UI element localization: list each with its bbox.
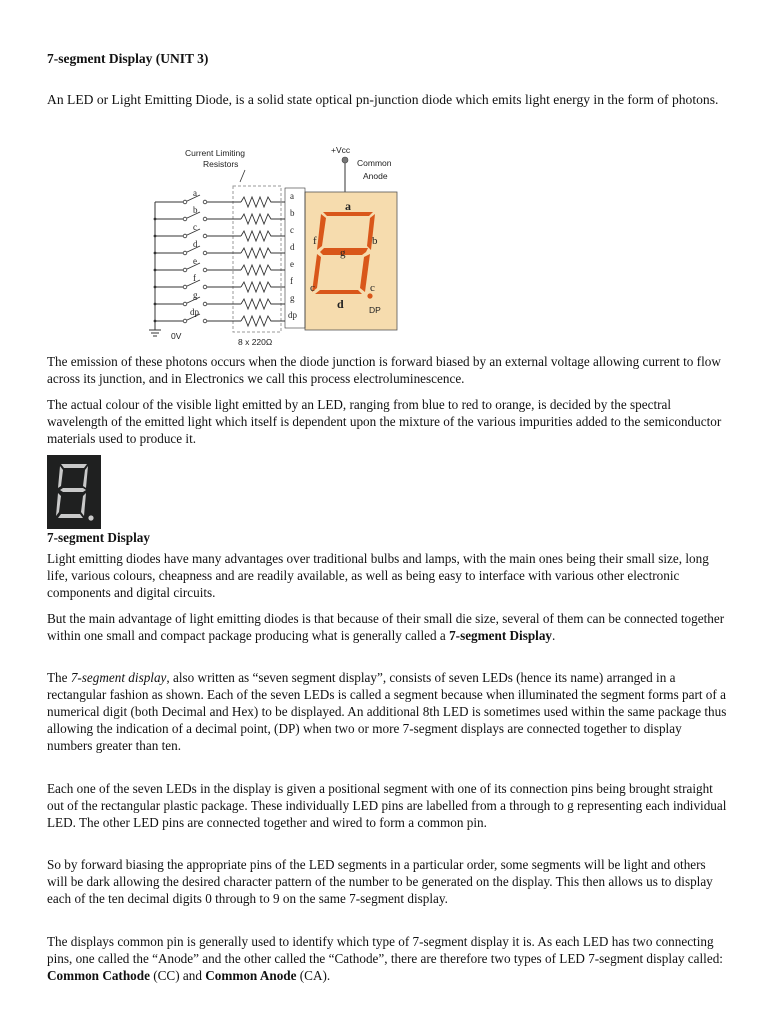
- seven-segment-rest: , also written as “seven segment display”, consists of seven LEDs (hence its name) arranged in a rectangular fashion as shown. Each of the seven LEDs is called a segment because when illuminated the segment forms part of a numerical digit (both Decimal and Hex) to be displayed. An additional 8th LED is sometimes used within the same package thus allowing the indication of a decimal point, (DP) when two or more 7-segment displays are connected together to display numbers greater than ten.: [47, 670, 727, 753]
- pin-label-b: b: [290, 208, 295, 218]
- seven-segment-display-icon: [47, 455, 101, 529]
- forward-bias-paragraph: So by forward biasing the appropriate pins of the LED segments in a particular order, some segments will be light and others will be dark allowing the desired character pattern of the number to be generated on the display. This then allows us to display each of the ten decimal digits 0 through to 9 on the same 7-segment display.: [47, 857, 713, 906]
- seg-c-left-label: c: [310, 282, 315, 294]
- switch-label-c: c: [193, 222, 197, 232]
- pin-label-a: a: [290, 191, 294, 201]
- vcc-label: +Vcc: [331, 145, 351, 155]
- section-heading: 7-segment Display: [47, 530, 150, 545]
- channel-wiring: [155, 195, 285, 326]
- pin-label-box: [285, 188, 305, 328]
- seg-g-label: g: [340, 247, 346, 259]
- switch-label-b: b: [193, 205, 198, 215]
- emission-paragraph: The emission of these photons occurs when the diode junction is forward biased by an external voltage allowing current to flow across its junction, and in Electronics we call this process electroluminescence.: [47, 354, 721, 386]
- common-pin-start: The displays common pin is generally used to identify which type of 7-segment display it is. As each LED has two connecting pins, one called the “Anode” and the other called the “Cathode”, there are therefore two types of LED 7-segment display called:: [47, 934, 723, 966]
- common-cathode-abbr: (CC) and: [149, 968, 206, 983]
- seven-segment-paragraph: [47, 669, 727, 754]
- pin-label-d: d: [290, 242, 295, 252]
- switch-label-e: e: [193, 256, 197, 266]
- main-advantage-text: But the main advantage of light emitting diodes is that because of their small die size, several of them can be connected together within one small and compact package producing what is generally called a: [47, 611, 725, 643]
- intro-paragraph: An LED or Light Emitting Diode, is a solid state optical pn-junction diode which emits light energy in the form of photons.: [47, 92, 719, 107]
- seg-a-label: a: [345, 199, 351, 213]
- seg-d-label: d: [337, 297, 344, 311]
- page-title: 7-segment Display (UNIT 3): [47, 51, 209, 66]
- switch-label-g: g: [193, 290, 198, 300]
- common-anode-label-line1: Common: [357, 158, 392, 168]
- common-anode-abbr: (CA).: [296, 968, 331, 983]
- common-anode-bold: Common Anode: [205, 968, 297, 983]
- colour-paragraph: The actual colour of the visible light emitted by an LED, ranging from blue to red to orange, is decided by the spectral wavelength of the emitted light which itself is dependent upon the mixture of the various impurities added to the semiconductor materials used to produce it.: [47, 397, 722, 446]
- switch-label-f: f: [193, 273, 196, 283]
- resistor-label-line1: Current Limiting: [185, 148, 245, 158]
- resistor-value-label: 8 x 220Ω: [238, 337, 273, 347]
- seg-f-label: f: [313, 235, 317, 247]
- common-anode-label-line2: Anode: [363, 171, 388, 181]
- pin-label-c: c: [290, 225, 294, 235]
- main-advantage-end: .: [552, 628, 556, 643]
- vcc-node-icon: [342, 157, 348, 163]
- pin-label-g: g: [290, 293, 295, 303]
- resistor-label-line2: Resistors: [203, 159, 239, 169]
- common-pin-paragraph: [47, 933, 727, 984]
- each-led-paragraph: Each one of the seven LEDs in the display is given a positional segment with one of its connection pins being brought straight out of the rectangular plastic package. These individually LED pins are labelled from a through to g representing each individual LED. The other LED pins are connected together and wired to form a common pin.: [47, 781, 727, 830]
- pin-label-e: e: [290, 259, 294, 269]
- seven-segment-start: The: [47, 670, 71, 685]
- ground-label: 0V: [171, 331, 182, 341]
- seven-segment-italic: 7-segment display: [70, 670, 167, 685]
- seven-segment-circuit-diagram: [145, 140, 415, 350]
- main-advantage-paragraph: [47, 610, 727, 644]
- advantages-paragraph: Light emitting diodes have many advantages over traditional bulbs and lamps, with the main ones being their small size, long life, various colours, cheapness and are readily available, as well as being easy to interface with various other electronic components and digital circuits.: [47, 551, 709, 600]
- pin-label-dp: dp: [288, 310, 297, 320]
- main-advantage-bold: 7-segment Display: [449, 628, 553, 643]
- seg-dp-label: DP: [369, 305, 381, 315]
- pin-label-f: f: [290, 276, 293, 286]
- switch-label-d: d: [193, 239, 198, 249]
- switch-label-a: a: [193, 188, 197, 198]
- common-cathode-bold: Common Cathode: [47, 968, 150, 983]
- switch-label-dp: dp: [190, 307, 199, 317]
- seg-b-label: b: [372, 235, 378, 247]
- seg-c-right-label: c: [370, 282, 375, 294]
- resistor-bank-box: [233, 186, 281, 332]
